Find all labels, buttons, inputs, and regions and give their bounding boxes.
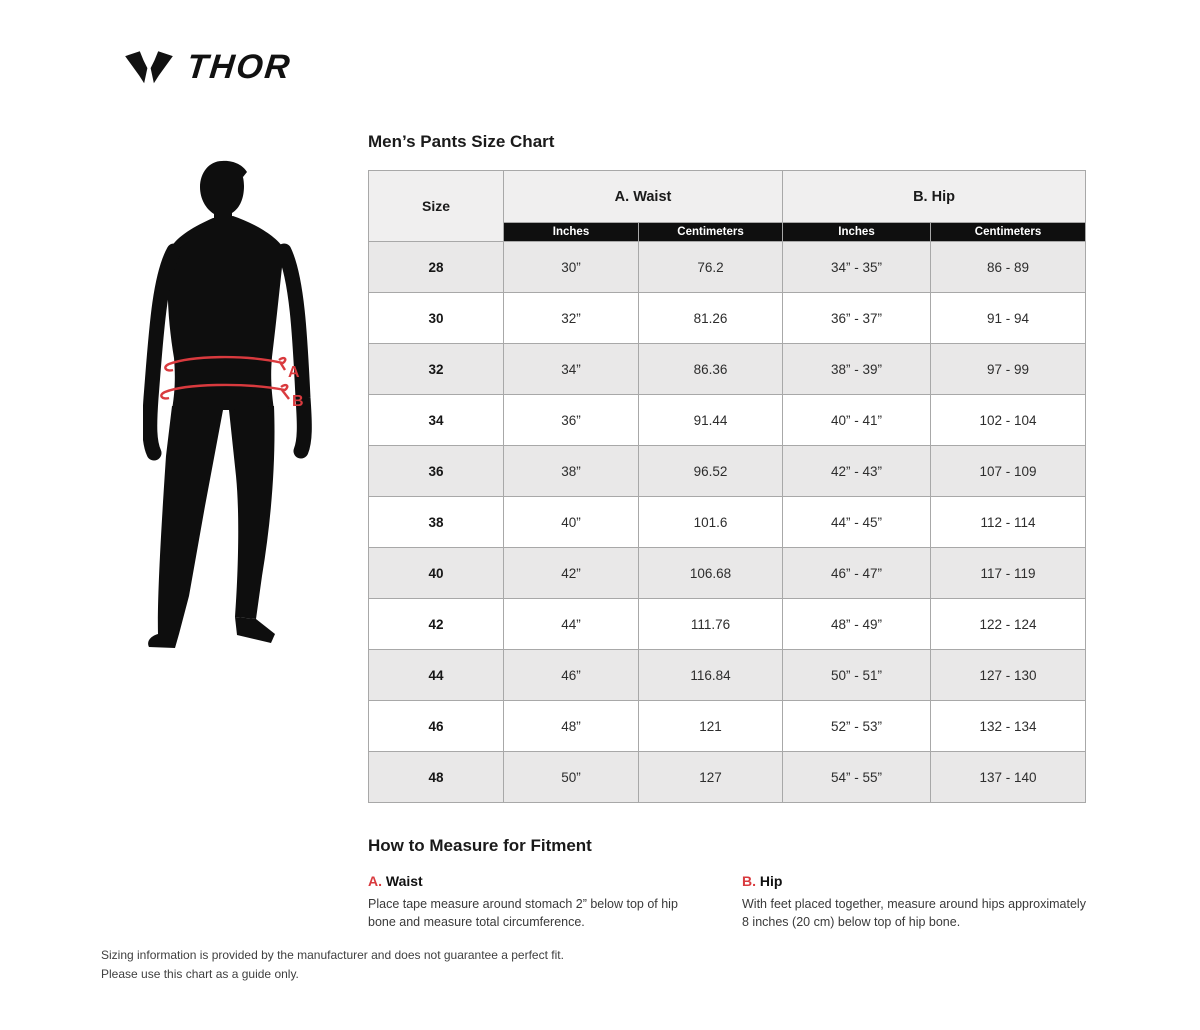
size-table-body (369, 242, 1086, 803)
table-row (369, 752, 1086, 803)
table-row (369, 548, 1086, 599)
footer-line-2: Please use this chart as a guide only. (101, 966, 299, 981)
cell-waist_in: 50” (504, 752, 639, 803)
cell-hip_cm: 107 - 109 (931, 446, 1086, 497)
waist-label-a: A (288, 364, 300, 381)
cell-waist_cm: 96.52 (639, 446, 783, 497)
cell-waist_in: 46” (504, 650, 639, 701)
cell-waist_cm: 76.2 (639, 242, 783, 293)
male-silhouette (143, 156, 328, 656)
howto-waist-key: A. (368, 873, 382, 889)
cell-waist_in: 40” (504, 497, 639, 548)
cell-waist_cm: 116.84 (639, 650, 783, 701)
cell-waist_in: 48” (504, 701, 639, 752)
cell-hip_cm: 97 - 99 (931, 344, 1086, 395)
table-row (369, 446, 1086, 497)
measurement-figure (143, 156, 328, 656)
cell-waist_cm: 91.44 (639, 395, 783, 446)
table-row (369, 344, 1086, 395)
cell-size: 40 (369, 548, 504, 599)
howto-waist-label (368, 871, 708, 891)
cell-hip_cm: 117 - 119 (931, 548, 1086, 599)
table-row (369, 650, 1086, 701)
subheader-waist-centimeters: Centimeters (639, 223, 783, 242)
cell-size: 42 (369, 599, 504, 650)
howto-heading: How to Measure for Fitment (368, 836, 592, 855)
table-row (369, 701, 1086, 752)
cell-hip_cm: 112 - 114 (931, 497, 1086, 548)
table-row (369, 242, 1086, 293)
cell-hip_in: 50” - 51” (783, 650, 931, 701)
cell-waist_cm: 106.68 (639, 548, 783, 599)
cell-waist_in: 44” (504, 599, 639, 650)
cell-waist_in: 42” (504, 548, 639, 599)
howto-waist-name: Waist (385, 873, 423, 889)
table-row (369, 497, 1086, 548)
cell-waist_cm: 127 (639, 752, 783, 803)
howto-waist-section (368, 871, 708, 932)
cell-size: 44 (369, 650, 504, 701)
cell-size: 36 (369, 446, 504, 497)
page-title: Men’s Pants Size Chart (368, 132, 555, 151)
howto-hip-name: Hip (759, 873, 783, 889)
size-table (368, 170, 1086, 803)
cell-hip_in: 44” - 45” (783, 497, 931, 548)
footer-line-1: Sizing information is provided by the manufacturer and does not guarantee a perfect fit. (101, 948, 564, 962)
cell-waist_cm: 101.6 (639, 497, 783, 548)
cell-hip_in: 46” - 47” (783, 548, 931, 599)
howto-hip-text: With feet placed together, measure around hips approximately 8 inches (20 cm) below top of hip bone. (742, 897, 1086, 930)
cell-waist_in: 34” (504, 344, 639, 395)
cell-size: 46 (369, 701, 504, 752)
column-header-size: Size (369, 171, 504, 242)
cell-size: 34 (369, 395, 504, 446)
cell-hip_cm: 86 - 89 (931, 242, 1086, 293)
size-table-container (368, 170, 1085, 803)
cell-size: 28 (369, 242, 504, 293)
footer-disclaimer (101, 946, 564, 983)
cell-hip_cm: 91 - 94 (931, 293, 1086, 344)
thor-horns-icon (123, 45, 175, 89)
cell-hip_in: 36” - 37” (783, 293, 931, 344)
cell-hip_cm: 127 - 130 (931, 650, 1086, 701)
cell-waist_in: 32” (504, 293, 639, 344)
howto-hip-key: B. (742, 873, 756, 889)
cell-waist_cm: 111.76 (639, 599, 783, 650)
column-header-hip: B. Hip (783, 171, 1086, 223)
cell-waist_cm: 86.36 (639, 344, 783, 395)
subheader-waist-inches: Inches (504, 223, 639, 242)
hip-label-b: B (292, 393, 304, 410)
column-header-waist: A. Waist (504, 171, 783, 223)
brand-logo (123, 45, 294, 89)
cell-hip_cm: 102 - 104 (931, 395, 1086, 446)
cell-size: 30 (369, 293, 504, 344)
brand-logo-text: THOR (185, 47, 294, 86)
cell-hip_cm: 122 - 124 (931, 599, 1086, 650)
cell-waist_cm: 121 (639, 701, 783, 752)
table-row (369, 599, 1086, 650)
cell-hip_cm: 132 - 134 (931, 701, 1086, 752)
cell-size: 38 (369, 497, 504, 548)
cell-size: 48 (369, 752, 504, 803)
cell-hip_in: 34” - 35” (783, 242, 931, 293)
cell-hip_in: 38” - 39” (783, 344, 931, 395)
cell-waist_cm: 81.26 (639, 293, 783, 344)
subheader-hip-inches: Inches (783, 223, 931, 242)
cell-waist_in: 36” (504, 395, 639, 446)
table-row (369, 395, 1086, 446)
cell-hip_in: 40” - 41” (783, 395, 931, 446)
cell-hip_in: 48” - 49” (783, 599, 931, 650)
cell-waist_in: 30” (504, 242, 639, 293)
cell-hip_in: 54” - 55” (783, 752, 931, 803)
cell-size: 32 (369, 344, 504, 395)
cell-waist_in: 38” (504, 446, 639, 497)
table-row (369, 293, 1086, 344)
cell-hip_in: 52” - 53” (783, 701, 931, 752)
howto-hip-label (742, 871, 1094, 891)
howto-hip-section (742, 871, 1094, 932)
cell-hip_cm: 137 - 140 (931, 752, 1086, 803)
cell-hip_in: 42” - 43” (783, 446, 931, 497)
subheader-hip-centimeters: Centimeters (931, 223, 1086, 242)
howto-waist-text: Place tape measure around stomach 2” below top of hip bone and measure total circumference. (368, 897, 678, 930)
